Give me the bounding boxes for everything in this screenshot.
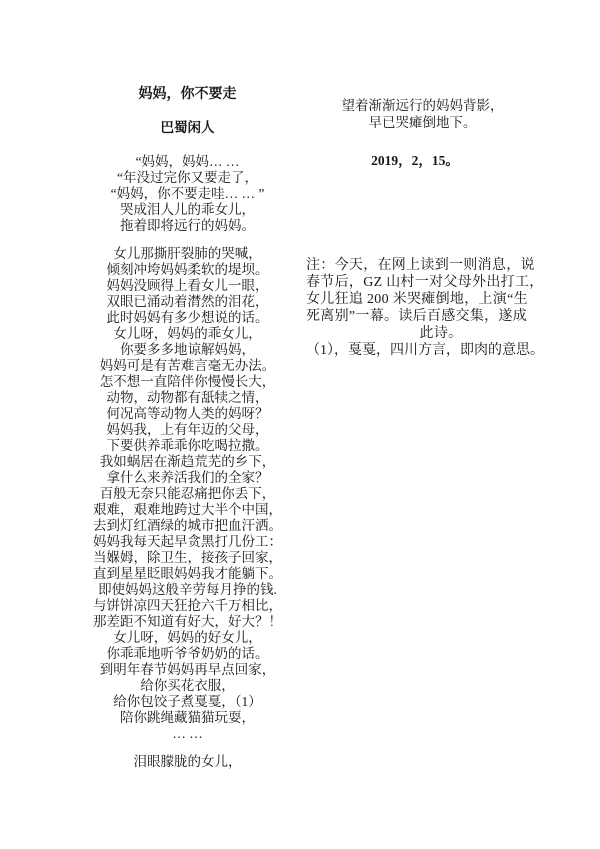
poem-line: “妈妈，妈妈… … (135, 154, 240, 169)
poem-line: 陪你跳绳藏猫猫玩耍， (120, 710, 255, 725)
poem-line: “年没过完你又要走了， (117, 170, 258, 185)
poem-line: 双眼已涌动着潸然的泪花， (106, 294, 269, 309)
poem-line: 妈妈没顾得上看女儿一眼， (106, 278, 269, 293)
note-lines (306, 257, 576, 325)
poem-line: 给你包饺子煮戛戛，（1） (113, 694, 262, 709)
poem-line: 动物，动物都有舐犊之情， (106, 390, 269, 405)
poem-column (55, 86, 320, 770)
note-center-line: 此诗。 (419, 326, 463, 341)
poem-line: 此时妈妈有多少想说的话。 (106, 310, 269, 325)
poem-line: 倾刻冲垮妈妈柔软的堤坝。 (106, 262, 269, 277)
poem-line: 拖着即将远行的妈妈。 (120, 218, 255, 233)
poem-date: 2019，2，15。 (371, 153, 459, 168)
poem-line: 你要多多地谅解妈妈， (120, 342, 255, 357)
poem-stanza-2 (55, 246, 320, 742)
poem-line: 拿什么来养活我们的全家？ (106, 470, 269, 485)
poem-line: 我如蜗居在渐趋荒芜的乡下， (99, 454, 276, 469)
poem-line: “妈妈，你不要走哇… … ” (110, 186, 265, 201)
poem-line: 妈妈我，上有年迈的父母， (106, 422, 269, 437)
poem-line: 直到星星眨眼妈妈我才能躺下。 (93, 566, 282, 581)
poem-line: 女儿那撕肝裂肺的哭喊， (113, 246, 262, 261)
note-line: 女儿狂追 200 米哭瘫倒地，上演“生 (306, 292, 528, 307)
poem-line: 与饼饼凉四天狂抢六千万相比， (93, 598, 282, 613)
poem-line: 怎不想一直陪伴你慢慢长大， (99, 374, 276, 389)
poem-line: 给你买花衣服， (140, 678, 235, 693)
poem-line: 艰难，艰难地跨过大半个中国， (93, 502, 282, 517)
poem-line: 望着渐渐远行的妈妈背影， (341, 98, 504, 113)
poem-continuation (305, 97, 540, 131)
footnote-line: （1），戛戛，四川方言，即肉的意思。 (306, 343, 544, 358)
poem-line: 即使妈妈这般辛劳每月挣的钱. (98, 582, 277, 597)
poem-line: 何况高等动物人类的妈呀？ (106, 406, 269, 421)
poem-line: 妈妈我每天起早贪黑打几份工： (93, 534, 282, 549)
poem-line: 去到灯红酒绿的城市把血汗洒。 (93, 518, 282, 533)
poem-line: 你乖乖地听爷爷奶奶的话。 (106, 646, 269, 661)
poem-line: 妈妈可是有苦难言毫无办法。 (99, 358, 276, 373)
poem-stanza-1 (55, 154, 320, 234)
poem-author: 巴蜀闲人 (160, 120, 215, 135)
poem-line: 女儿呀，妈妈的好女儿， (113, 630, 262, 645)
poem-line: … … (172, 726, 203, 741)
note-line: 注：今天，在网上读到一则消息，说 (306, 258, 535, 273)
note-line: 春节后，GZ 山村一对父母外出打工， (306, 275, 544, 290)
note-line: 死离别”一幕。读后百感交集，遂成 (306, 309, 528, 324)
poem-closing-line: 泪眼朦胧的女儿， (133, 754, 242, 769)
note-block (306, 257, 576, 359)
poem-title: 妈妈，你不要走 (138, 87, 237, 102)
poem-line: 哭成泪人儿的乖女儿， (120, 202, 255, 217)
poem-line: 当媬姆，除卫生，接孩子回家， (93, 550, 282, 565)
poem-line: 百般无奈只能忍痛把你丢下， (99, 486, 276, 501)
poem-line: 早已哭瘫倒地下。 (368, 115, 477, 130)
poem-line: 女儿呀，妈妈的乖女儿， (113, 326, 262, 341)
poem-line: 下要供养乖乖你吃喝拉撒。 (106, 438, 269, 453)
poem-line: 到明年春节妈妈再早点回家， (99, 662, 276, 677)
poem-line: 那差距不知道有好大，好大？！ (93, 614, 282, 629)
